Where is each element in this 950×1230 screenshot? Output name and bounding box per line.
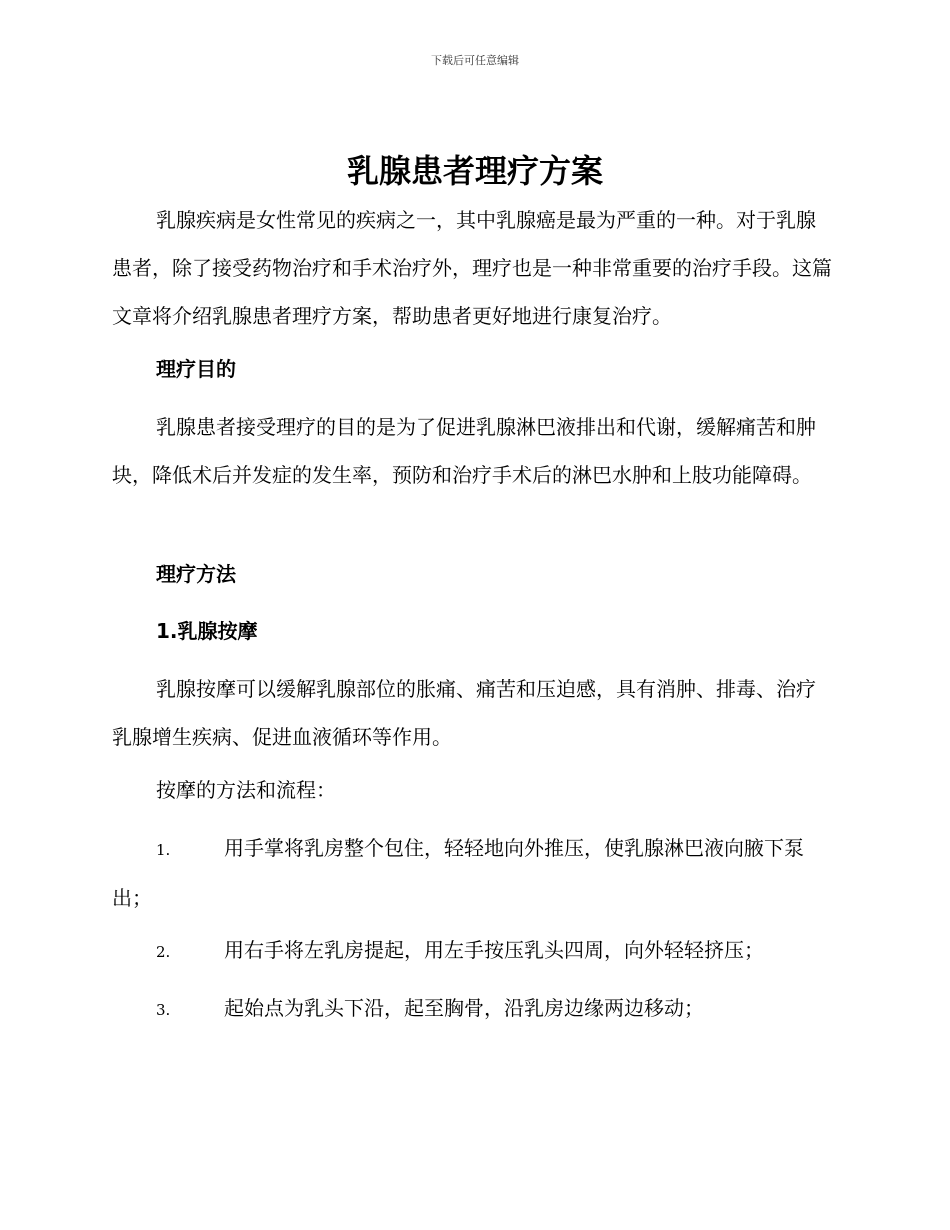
list-item-number: 3. xyxy=(156,1001,171,1019)
massage-paragraph: 乳腺按摩可以缓解乳腺部位的胀痛、痛苦和压迫感，具有消肿、排毒、治疗乳腺增生疾病、促进血液循环等作用。 xyxy=(112,677,816,749)
list-item-text: 起始点为乳头下沿，起至胸骨，沿乳房边缘两边移动； xyxy=(224,996,704,1020)
list-item-text: 用手掌将乳房整个包住，轻轻地向外推压，使乳腺淋巴液向腋下泵出； xyxy=(112,836,804,910)
list-item xyxy=(112,926,834,976)
methods-heading: 理疗方法 xyxy=(156,562,236,586)
page-header-note: 下载后可任意编辑 xyxy=(431,54,519,67)
document-title: 乳腺患者理疗方案 xyxy=(346,152,603,190)
purpose-paragraph: 乳腺患者接受理疗的目的是为了促进乳腺淋巴液排出和代谢，缓解痛苦和肿块，降低术后并发症的发生率，预防和治疗手术后的淋巴水肿和上肢功能障碍。 xyxy=(112,415,816,487)
list-item-number: 1. xyxy=(156,841,171,859)
list-item-text: 用右手将左乳房提起，用左手按压乳头四周，向外轻轻挤压； xyxy=(224,938,764,962)
list-item-number: 2. xyxy=(156,943,171,961)
list-item xyxy=(112,984,834,1034)
list-item xyxy=(112,824,834,922)
purpose-heading: 理疗目的 xyxy=(156,357,236,381)
intro-paragraph: 乳腺疾病是女性常见的疾病之一，其中乳腺癌是最为严重的一种。对于乳腺患者，除了接受药物治疗和手术治疗外，理疗也是一种非常重要的治疗手段。这篇文章将介绍乳腺患者理疗方案，帮助患者更好地进行康复治疗。 xyxy=(112,208,832,328)
massage-steps-intro: 按摩的方法和流程： xyxy=(156,778,336,802)
massage-heading: 1.乳腺按摩 xyxy=(156,619,258,643)
